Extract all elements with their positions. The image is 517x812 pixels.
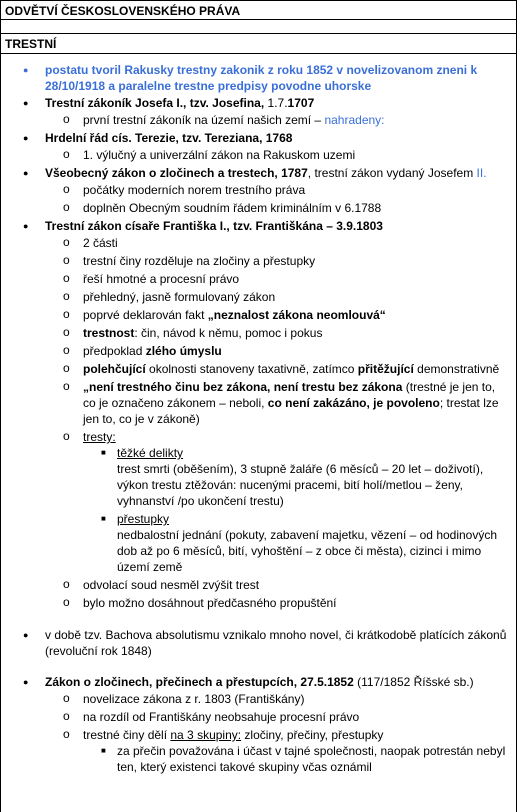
document-title: ODVĚTVÍ ČESKOSLOVENSKÉHO PRÁVA [1,0,516,20]
sub-item-text: předpoklad [83,344,146,358]
list-item [7,218,510,611]
sub-list-item [45,691,510,707]
paragraph-gap [7,660,510,674]
sub-sub-item-heading: přestupky [117,512,170,526]
sub-list [45,112,510,128]
list-item-heading: Zákon o zločinech, přečinech a přestupcích, 27.5.1852 [45,675,354,689]
list-item-text: , trestní zákon vydaný Josefem [307,166,477,180]
list-item-heading: Trestní zákon císaře Františka I., tzv. Františkána – 3.9.1803 [45,219,383,233]
sub-item-text: počátky moderních norem trestního práva [83,183,306,197]
sub-sub-list-item [83,511,510,575]
main-list [7,627,510,659]
sub-list-item [45,147,510,163]
list-item-link[interactable]: II. [476,166,487,180]
main-list [7,674,510,775]
sub-item-text: odvolací soud nesměl zvýšit trest [83,578,260,592]
sub-list-item [45,289,510,305]
sub-item-text: ; trestat lze jen to, co je v zákoně) [83,396,499,426]
sub-list-item [45,577,510,593]
sub-list-item [45,112,510,128]
sub-sub-list [83,445,510,575]
sub-list [45,235,510,611]
sub-item-emphasis: „neznalost zákona neomlouvá“ [207,308,386,322]
sub-item-text: 1. výlučný a univerzální zákon na Rakuskom uzemi [83,148,356,162]
sub-list [45,147,510,163]
list-item-text: (117/1852 Říšské sb.) [353,675,474,689]
list-item-text: 1.7. [264,96,288,110]
list-item [7,674,510,775]
sub-list-item [45,595,510,611]
document-content [1,54,516,775]
sub-item-underlined: tresty: [83,430,116,444]
sub-item-text: okolnosti stanoveny taxativně, zatímco [145,362,358,376]
sub-list-item [45,253,510,269]
sub-item-text: : čin, návod k němu, pomoc i pokus [134,326,323,340]
sub-item-text: trestní činy rozděluje na zločiny a přestupky [83,254,316,268]
sub-item-text: první trestní zákoník na území našich zemí – [83,113,325,127]
sub-item-emphasis: „není trestného činu bez zákona, není trestu bez zákona [83,380,403,394]
sub-sub-item-text: za přečin považována i účast v tajné společnosti, naopak potrestán nebyl ten, který existenci takové skupiny včas oznámil [117,744,506,774]
list-item [7,95,510,128]
sub-list-item [45,709,510,725]
sub-list-item [45,200,510,216]
sub-item-text: trestné činy dělí [83,728,171,742]
sub-list-item [45,429,510,575]
sub-sub-item-text: nedbalostní jednání (pokuty, zabavení majetku, vězení – od hodinových dob až po 6 měsíců, bití, vyhoštění – z obce či města), cizinci i mimo území země [117,528,498,574]
sub-list-item [45,235,510,251]
list-item-heading: Všeobecný zákon o zločinech a trestech, 1787 [45,166,308,180]
sub-item-text: 2 části [83,236,118,250]
sub-item-emphasis: přitěžující [357,362,414,376]
header-gap [1,20,516,34]
sub-list-item [45,379,510,427]
sub-sub-item-text: trest smrti (oběšením), 3 stupně žaláře (6 měsíců – 20 let – doživotí), výkon trestu ztěžován: nucenými pracemi, bití holí/metlou – ženy, vyhnanství /po ukončení trestu) [117,462,484,508]
main-list [7,62,510,611]
sub-item-underlined: na 3 skupiny: [170,728,242,742]
sub-item-text: přehledný, jasně formulovaný zákon [83,290,276,304]
sub-item-emphasis: co není zakázáno, je povoleno [267,396,440,410]
sub-list-item [45,361,510,377]
list-item [7,130,510,163]
list-item-heading: Trestní zákoník Josefa I., tzv. Josefina, [45,96,265,110]
sub-item-emphasis: zlého úmyslu [145,344,222,358]
sub-item-link[interactable]: nahradeny: [324,113,385,127]
list-item-year: 1707 [287,96,315,110]
section-title: TRESTNÍ [1,34,516,54]
sub-item-text: zločiny, přečiny, přestupky [241,728,384,742]
sub-item-text: řeší hmotné a procesní právo [83,272,240,286]
sub-item-text: poprvé deklarován fakt [83,308,208,322]
sub-item-emphasis: trestnost [83,326,135,340]
sub-list-item [45,182,510,198]
sub-list-item [45,271,510,287]
sub-item-text: na rozdíl od Františkány neobsahuje procesní právo [83,710,360,724]
sub-item-text: novelizace zákona z r. 1803 (Františkány) [83,692,305,706]
sub-item-emphasis: polehčující [83,362,146,376]
sub-list [45,182,510,216]
sub-list-item [45,325,510,341]
list-item-heading: Hrdelní řád cís. Terezie, tzv. Tereziana, 1768 [45,131,293,145]
sub-list-item [45,343,510,359]
paragraph-gap [7,613,510,627]
sub-item-text: doplněn Obecným soudním řádem kriminálním v 6.1788 [83,201,382,215]
list-item [7,62,510,94]
list-item-text: v době tzv. Bachova absolutismu vznikalo mnoho novel, či krátkodobě platících zákonů (revoluční rok 1848) [45,628,507,658]
sub-list [45,691,510,775]
sub-sub-list-item [83,445,510,509]
sub-item-text: demonstrativně [413,362,500,376]
sub-item-text: bylo možno dosáhnout předčasného propuštění [83,596,337,610]
sub-sub-item-heading: těžké delikty [117,446,184,460]
sub-list-item [45,307,510,323]
sub-item-text: (trestné je jen to, co je označeno zákonem – neboli, [83,380,496,410]
sub-list-item [45,727,510,775]
list-item-text: postatu tvoril Rakusky trestny zakonik z roku 1852 v novelizovanom zneni k 28/10/1918 a paralelne trestne predpisy povodne uhorske [45,63,478,93]
sub-sub-list [83,743,510,775]
list-item [7,165,510,216]
sub-sub-list-item [83,743,510,775]
list-item [7,627,510,659]
